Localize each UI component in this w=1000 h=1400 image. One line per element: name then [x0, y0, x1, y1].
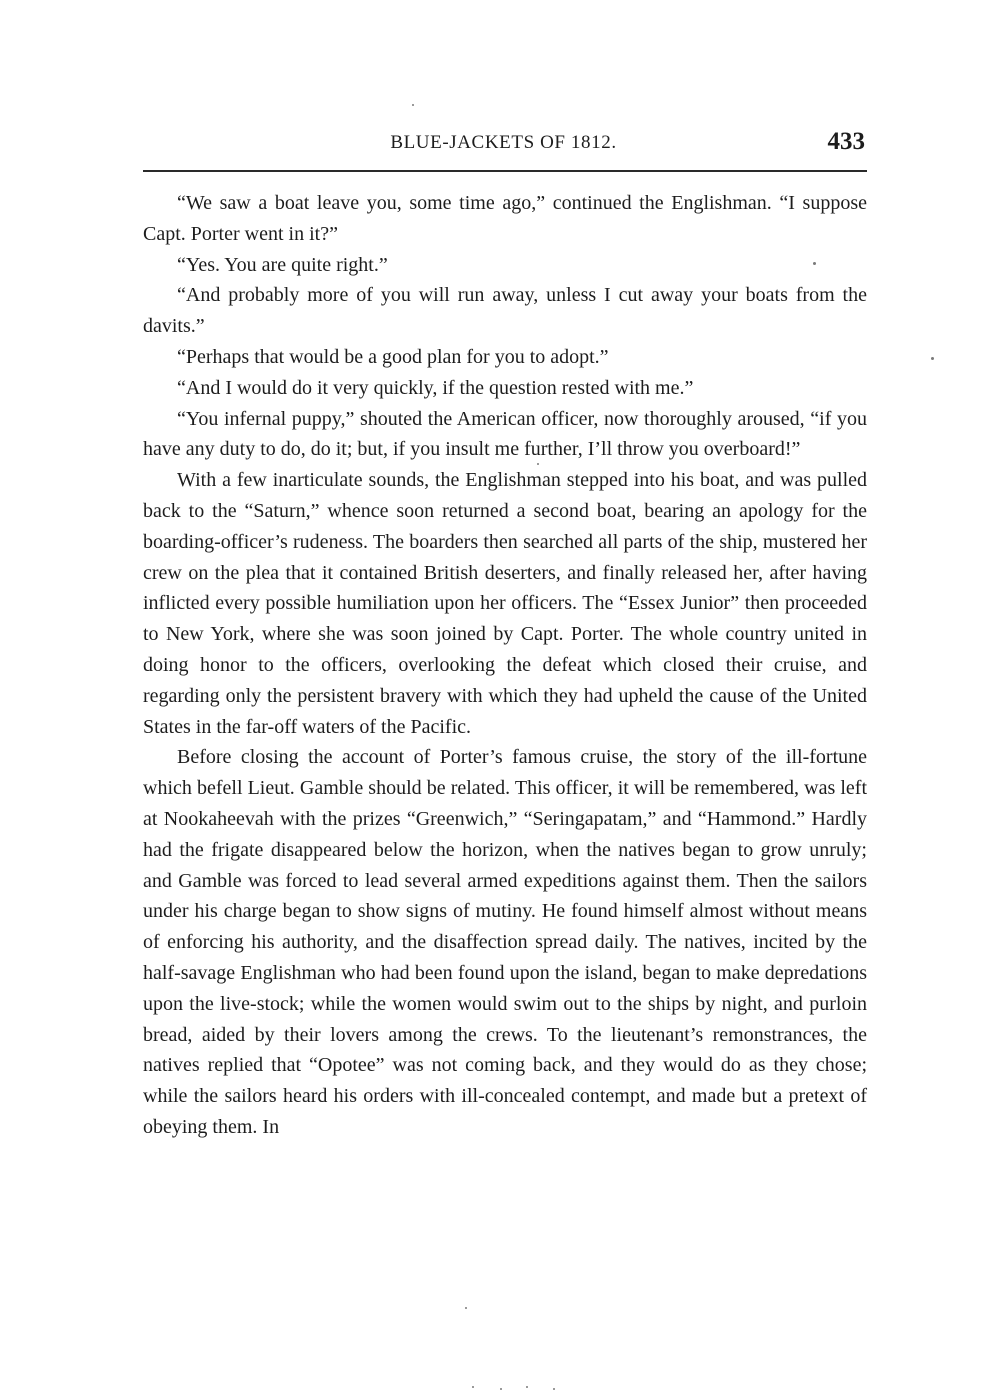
scan-speck — [537, 463, 539, 465]
paragraph: “You infernal puppy,” shouted the American officer, now thoroughly aroused, “if you have any duty to do, do it; but, if you insult me further, I’ll throw you overboard!” — [143, 407, 867, 461]
paragraph: Before closing the account of Porter’s famous cruise, the story of the ill-fortune which befell Lieut. Gamble should be related. This officer, it will be remembered, was left at Nookaheevah with the prizes “Greenwich,” “Seringapatam,” and “Hammond.” Hardly had the frigate disappeared below the horizon, when the natives began to grow unruly; and Gamble was forced to lead several armed expeditions against them. Then the sailors under his charge began to show signs of mutiny. He found himself almost without means of enforcing his authority, and the disaffection spread daily. The natives, incited by the half-savage Englishman who had been found upon the island, began to make depredations upon the live-stock; while the women would swim out to the ships by night, and purloin bread, aided by their lovers among the crews. To the lieutenant’s remonstrances, the natives replied that “Opotee” was not coming back, and they would do as they chose; while the sailors heard his orders with ill-concealed contempt, and made but a pretext of obeying them. In — [143, 746, 867, 1138]
header-rule — [143, 170, 867, 172]
paragraph: “And probably more of you will run away, unless I cut away your boats from the davits.” — [143, 284, 867, 338]
paragraph: “Perhaps that would be a good plan for you to adopt.” — [177, 345, 609, 368]
scan-speck — [500, 1388, 502, 1390]
page-header — [140, 128, 867, 162]
paragraph: “And I would do it very quickly, if the question rested with me.” — [177, 376, 694, 399]
scan-speck — [553, 1388, 555, 1390]
scan-speck — [465, 1307, 467, 1309]
running-head: BLUE-JACKETS OF 1812. — [390, 132, 617, 153]
scan-speck — [813, 262, 816, 265]
page-number: 433 — [827, 128, 865, 155]
scan-speck — [931, 357, 934, 360]
paragraph: “Yes. You are quite right.” — [177, 253, 388, 276]
scan-speck — [526, 1386, 528, 1388]
page-body — [143, 188, 867, 1143]
scan-speck — [472, 1386, 474, 1388]
scan-speck — [412, 104, 414, 106]
paragraph: With a few inarticulate sounds, the Englishman stepped into his boat, and was pulled back to the “Saturn,” whence soon returned a second boat, bearing an apology for the boarding-officer’s rudeness. The boarders then searched all parts of the ship, mustered her crew on the plea that it contained British deserters, and finally released her, after having inflicted every possible humiliation upon her officers. The “Essex Junior” then proceeded to New York, where she was soon joined by Capt. Porter. The whole country united in doing honor to the officers, overlooking the defeat which closed their cruise, and regarding only the persistent bravery with which they had upheld the cause of the United States in the far-off waters of the Pacific. — [143, 469, 867, 738]
paragraph: “We saw a boat leave you, some time ago,” continued the Englishman. “I suppose Capt. Porter went in it?” — [143, 192, 867, 245]
